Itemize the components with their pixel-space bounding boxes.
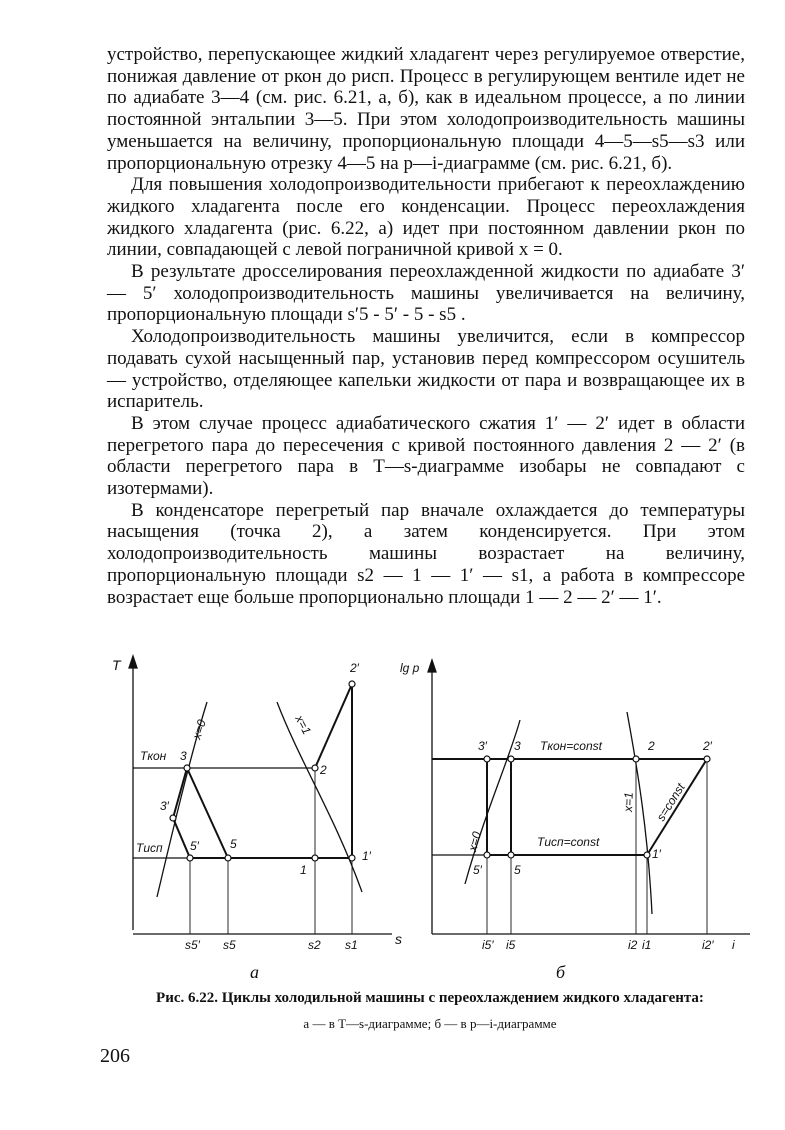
label-b-pt-1prime: 1′: [652, 847, 661, 861]
label-a-tkon: Tкон: [140, 749, 167, 763]
panel-a-cycle-3prime-5prime: [173, 768, 190, 858]
point-a-3prime: [170, 815, 176, 821]
label-b-y-axis: lg p: [400, 661, 420, 675]
panel-b-adiabat: [647, 759, 707, 855]
label-a-pt-1prime: 1′: [362, 849, 371, 863]
figure-6-22: [100, 652, 760, 957]
label-a-pt-2prime: 2′: [350, 661, 359, 675]
label-b-tick-i5: i5: [506, 938, 516, 952]
label-b-pt-5: 5: [514, 863, 521, 877]
point-a-3: [184, 765, 190, 771]
label-b-adiabat: s=const: [653, 780, 688, 824]
label-b-tick-i2prime: i2′: [702, 938, 714, 952]
label-b-isobar-top: Tкон=const: [540, 739, 602, 753]
label-b-tick-i1: i1: [642, 938, 652, 952]
refrigeration-cycle-diagrams: [100, 652, 760, 957]
point-b-3prime: [484, 756, 490, 762]
point-b-5prime: [484, 852, 490, 858]
label-b-pt-2: 2: [648, 739, 655, 753]
label-a-tick-s5prime: s5′: [185, 938, 200, 952]
point-a-5: [225, 855, 231, 861]
paragraph-6: В конденсаторе перегретый пар вначале охлаждается до температуры насыщения (точка 2), а затем конденсируется. При этом холодопроизводительность машины возрастает на величину, пропорциональную площади s2 — 1 — 1′ — s1, а работа в компрессоре возрастает еще больше пропорционально площади 1 — 2 — 2′ — 1′.: [107, 499, 745, 608]
panel-a-x1-curve: [277, 702, 362, 892]
label-b-pt-3prime: 3′: [478, 739, 487, 753]
label-b-isobar-bottom: Tисп=const: [537, 835, 600, 849]
point-b-1prime: [644, 852, 650, 858]
panel-b-y-arrow: [428, 660, 436, 672]
point-a-2prime: [349, 681, 355, 687]
point-b-2: [633, 756, 639, 762]
figure-subcaption: а — в T—s-диаграмме; б — в p—i-диаграмме: [303, 1016, 557, 1031]
panel-a-letter: а: [250, 962, 259, 982]
point-a-5prime: [187, 855, 193, 861]
label-b-curve-x1: x=1: [621, 791, 636, 813]
label-b-curve-x0: x=0: [465, 830, 484, 853]
label-a-pt-1: 1: [300, 863, 307, 877]
label-a-tick-s5: s5: [223, 938, 236, 952]
label-b-pt-3: 3: [514, 739, 521, 753]
point-a-1: [312, 855, 318, 861]
figure-caption: Рис. 6.22. Циклы холодильной машины с переохлаждением жидкого хладагента:: [156, 990, 704, 1006]
label-b-tick-i2: i2: [628, 938, 638, 952]
label-a-tisp: Tисп: [136, 841, 163, 855]
paragraph-5: В этом случае процесс адиабатического сжатия 1′ — 2′ идет в области перегретого пара до пересечения с кривой постоянного давления 2 — 2′ (в области перегретого пара в T—s-диаграмме изобары не совпадают с изотермами).: [107, 412, 745, 500]
label-a-curve-x1: x=1: [292, 712, 314, 737]
panel-b-letter: б: [556, 962, 566, 982]
label-b-pt-2prime: 2′: [703, 739, 712, 753]
paragraph-3: В результате дросселирования переохлажденной жидкости по адиабате 3′ — 5′ холодопроизводительность машины увеличивается на величину, пропорциональную площади s′5 - 5′ - 5 - s5 .: [107, 261, 745, 326]
body-text: [107, 44, 745, 608]
label-b-x-axis: i: [732, 938, 735, 952]
panel-a-superheat: [315, 684, 352, 768]
label-b-pt-5prime: 5′: [473, 863, 482, 877]
label-a-pt-5: 5: [230, 837, 237, 851]
label-a-pt-5prime: 5′: [190, 839, 199, 853]
panel-a-y-arrow: [129, 656, 137, 668]
label-b-tick-i5prime: i5′: [482, 938, 494, 952]
point-a-1prime: [349, 855, 355, 861]
paragraph-4: Холодопроизводительность машины увеличится, если в компрессор подавать сухой насыщенный пар, установив перед компрессором осушитель — устройство, отделяющее капельки жидкости от пара и возвращающее их в испаритель.: [107, 326, 745, 413]
paragraph-2: Для повышения холодопроизводительности прибегают к переохлаждению жидкого хладагента после его конденсации. Процесс переохлаждения жидкого хладагента (рис. 6.22, а) идет при постоянном давлении pкон по линии, совпадающей с левой пограничной кривой x = 0.: [107, 174, 745, 261]
label-a-y-axis: T: [112, 657, 121, 673]
label-a-x-axis: s: [395, 931, 402, 947]
label-a-curve-x0: x=0: [189, 717, 209, 741]
label-a-pt-2: 2: [320, 763, 327, 777]
label-a-tick-s2: s2: [308, 938, 321, 952]
label-a-pt-3prime: 3′: [160, 799, 169, 813]
page-number: 206: [100, 1045, 130, 1067]
label-a-tick-s1: s1: [345, 938, 358, 952]
point-b-3: [508, 756, 514, 762]
paragraph-1: устройство, перепускающее жидкий хладагент через регулируемое отверстие, понижая давление от pкон до pисп. Процесс в регулирующем вентиле идет не по адиабате 3—4 (см. рис. 6.21, а, б), как в идеальном процессе, а по линии постоянной энтальпии 3—5. При этом холодопроизводительность машины уменьшается на величину, пропорциональную площади 4—5—s5—s3 или пропорциональную отрезку 4—5 на p—i-диаграмме (см. рис. 6.21, б).: [107, 44, 745, 174]
point-b-5: [508, 852, 514, 858]
label-a-pt-3: 3: [180, 749, 187, 763]
point-a-2: [312, 765, 318, 771]
point-b-2prime: [704, 756, 710, 762]
